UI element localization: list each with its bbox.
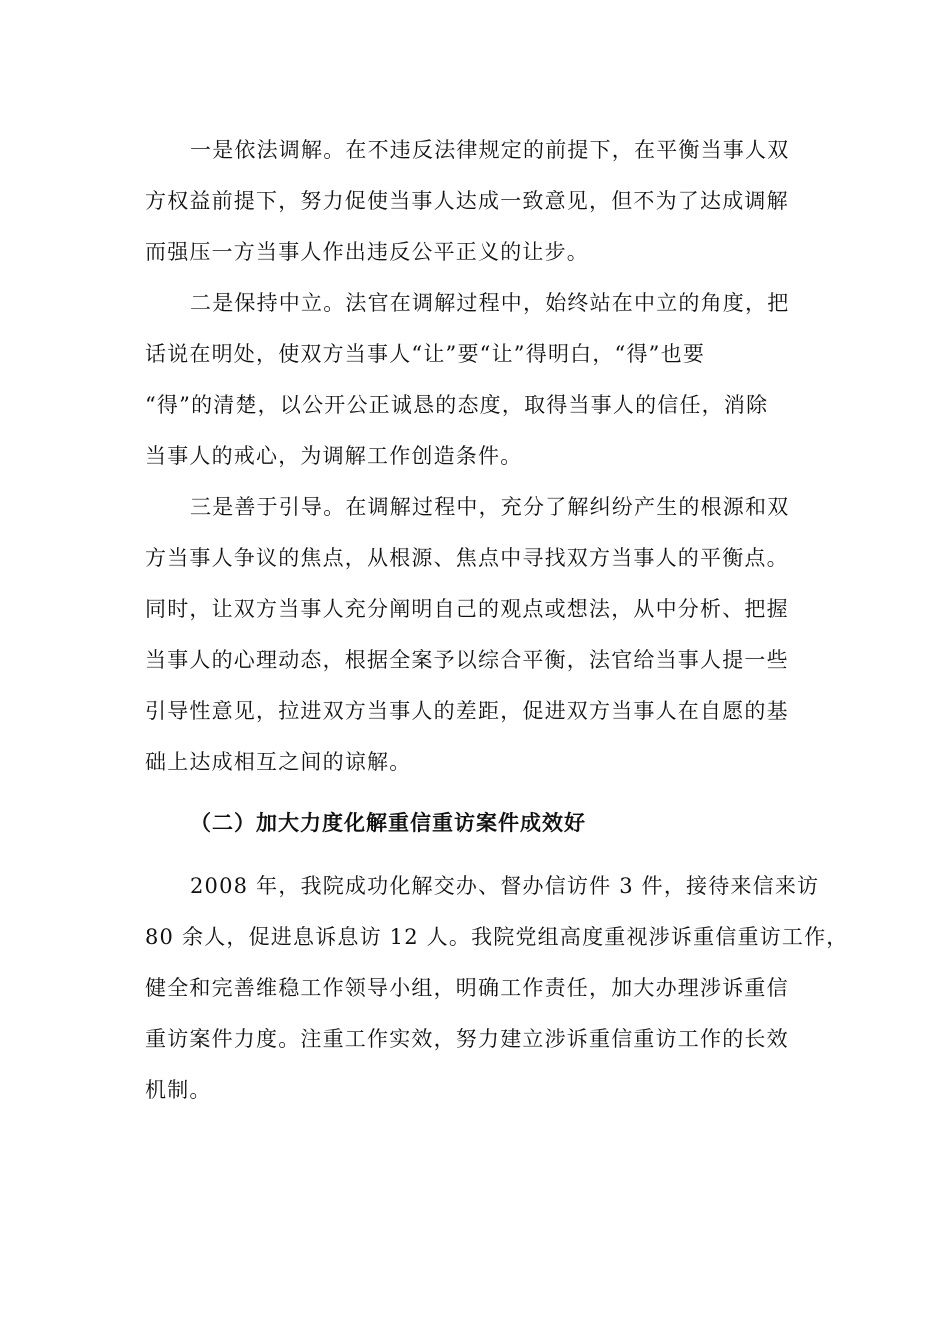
final-paragraph-line-1: 2008 年，我院成功化解交办、督办信访件 3 件，接待来信来访 <box>190 874 820 898</box>
paragraph-3-line-5: 引导性意见，拉进双方当事人的差距，促进双方当事人在自愿的基 <box>145 699 789 723</box>
final-paragraph-line-2: 80 余人，促进息诉息访 12 人。我院党组高度重视涉诉重信重访工作， <box>145 925 849 949</box>
final-paragraph-line-4: 重访案件力度。注重工作实效，努力建立涉诉重信重访工作的长效 <box>145 1027 789 1051</box>
final-paragraph-line-3: 健全和完善维稳工作领导小组，明确工作责任，加大办理涉诉重信 <box>145 976 789 1000</box>
paragraph-1-line-3: 而强压一方当事人作出违反公平正义的让步。 <box>145 240 589 264</box>
paragraph-3-line-4: 当事人的心理动态，根据全案予以综合平衡，法官给当事人提一些 <box>145 648 789 672</box>
paragraph-3-line-6: 础上达成相互之间的谅解。 <box>145 750 412 774</box>
paragraph-1-line-2: 方权益前提下，努力促使当事人达成一致意见，但不为了达成调解 <box>145 189 789 213</box>
paragraph-1-line-1: 一是依法调解。在不违反法律规定的前提下，在平衡当事人双 <box>190 138 790 162</box>
paragraph-3-line-3: 同时，让双方当事人充分阐明自己的观点或想法，从中分析、把握 <box>145 597 789 621</box>
paragraph-3-line-1: 三是善于引导。在调解过程中，充分了解纠纷产生的根源和双 <box>190 495 790 519</box>
paragraph-2-line-3: “得”的清楚，以公开公正诚恳的态度，取得当事人的信任，消除 <box>145 393 769 417</box>
paragraph-2-line-2: 话说在明处，使双方当事人“让”要“让”得明白，“得”也要 <box>145 342 706 366</box>
paragraph-2-line-1: 二是保持中立。法官在调解过程中，始终站在中立的角度，把 <box>190 291 790 315</box>
paragraph-3-line-2: 方当事人争议的焦点，从根源、焦点中寻找双方当事人的平衡点。 <box>145 546 789 570</box>
section-heading: （二）加大力度化解重信重访案件成效好 <box>190 811 586 835</box>
paragraph-2-line-4: 当事人的戒心，为调解工作创造条件。 <box>145 444 523 468</box>
final-paragraph-line-5: 机制。 <box>145 1078 212 1102</box>
